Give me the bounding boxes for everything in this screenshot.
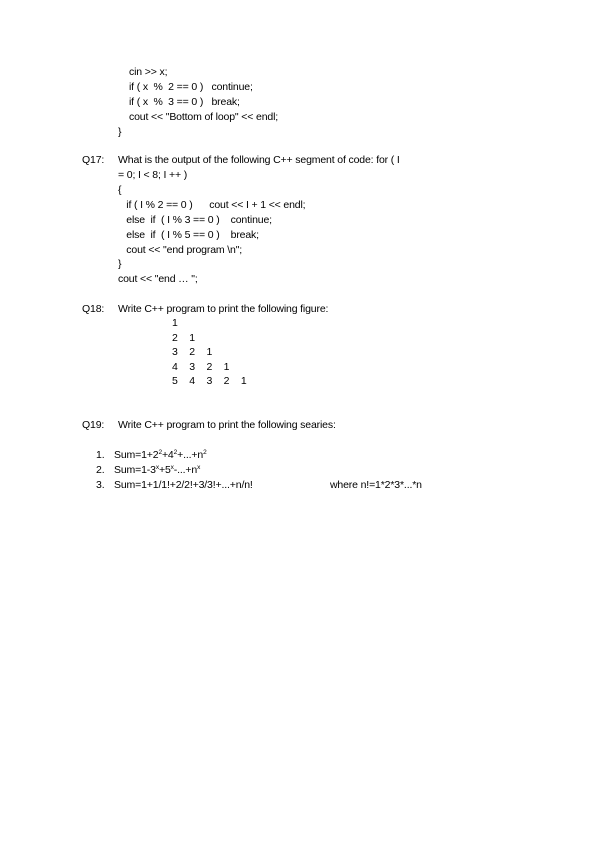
- series-part: +4: [161, 449, 174, 461]
- question-text: Write C++ program to print the following figure:: [118, 303, 329, 315]
- question-number: Q17:: [82, 154, 105, 166]
- series-number: 3.: [96, 479, 105, 491]
- series-part: Sum=1+1/1!+2/2!+3/3!+...+n/n!: [114, 479, 253, 491]
- series-item: [96, 464, 200, 477]
- code-line: }: [118, 258, 122, 270]
- series-item: [96, 479, 253, 492]
- question-text: = 0; I < 8; I ++ ): [118, 169, 188, 181]
- code-line: if ( x % 3 == 0 ) break;: [129, 96, 240, 108]
- series-exponent: x: [155, 464, 159, 471]
- question-text: What is the output of the following C++ segment of code: for ( I: [118, 154, 400, 166]
- code-line: cout << "end program \n";: [118, 244, 243, 256]
- code-line: else if ( I % 5 == 0 ) break;: [118, 229, 259, 241]
- series-part: +5: [158, 464, 171, 476]
- series-exponent: 2: [173, 449, 178, 456]
- series-part: +...+n: [177, 449, 204, 461]
- question-text: Write C++ program to print the following searies:: [118, 419, 336, 431]
- code-line: cout << "end … ";: [118, 273, 198, 285]
- series-exponent: 2: [158, 449, 162, 456]
- series-part: Sum=1+2: [114, 449, 159, 461]
- series-number: 1.: [96, 449, 105, 461]
- series-number: 2.: [96, 464, 105, 476]
- series-part: -...+n: [173, 464, 198, 476]
- figure-row: 1: [172, 317, 178, 329]
- code-line: }: [118, 126, 122, 138]
- series-exponent: x: [197, 464, 201, 471]
- figure-row: 3 2 1: [172, 346, 213, 358]
- figure-row: 5 4 3 2 1: [172, 375, 247, 387]
- figure-row: 2 1: [172, 332, 195, 344]
- code-line: if ( I % 2 == 0 ) cout << I + 1 << endl;: [118, 199, 306, 211]
- question-number: Q18:: [82, 303, 105, 315]
- code-line: cin >> x;: [129, 66, 168, 78]
- question-number: Q19:: [82, 419, 105, 431]
- figure-row: 4 3 2 1: [172, 361, 230, 373]
- code-line: if ( x % 2 == 0 ) continue;: [129, 81, 253, 93]
- series-exponent: 2: [203, 449, 207, 456]
- factorial-note: where n!=1*2*3*...*n: [330, 479, 422, 491]
- series-item: [96, 449, 207, 462]
- series-part: Sum=1-3: [114, 464, 156, 476]
- code-line: cout << "Bottom of loop" << endl;: [129, 111, 279, 123]
- code-line: else if ( I % 3 == 0 ) continue;: [118, 214, 272, 226]
- series-exponent: x: [170, 464, 174, 471]
- code-line: {: [118, 184, 122, 196]
